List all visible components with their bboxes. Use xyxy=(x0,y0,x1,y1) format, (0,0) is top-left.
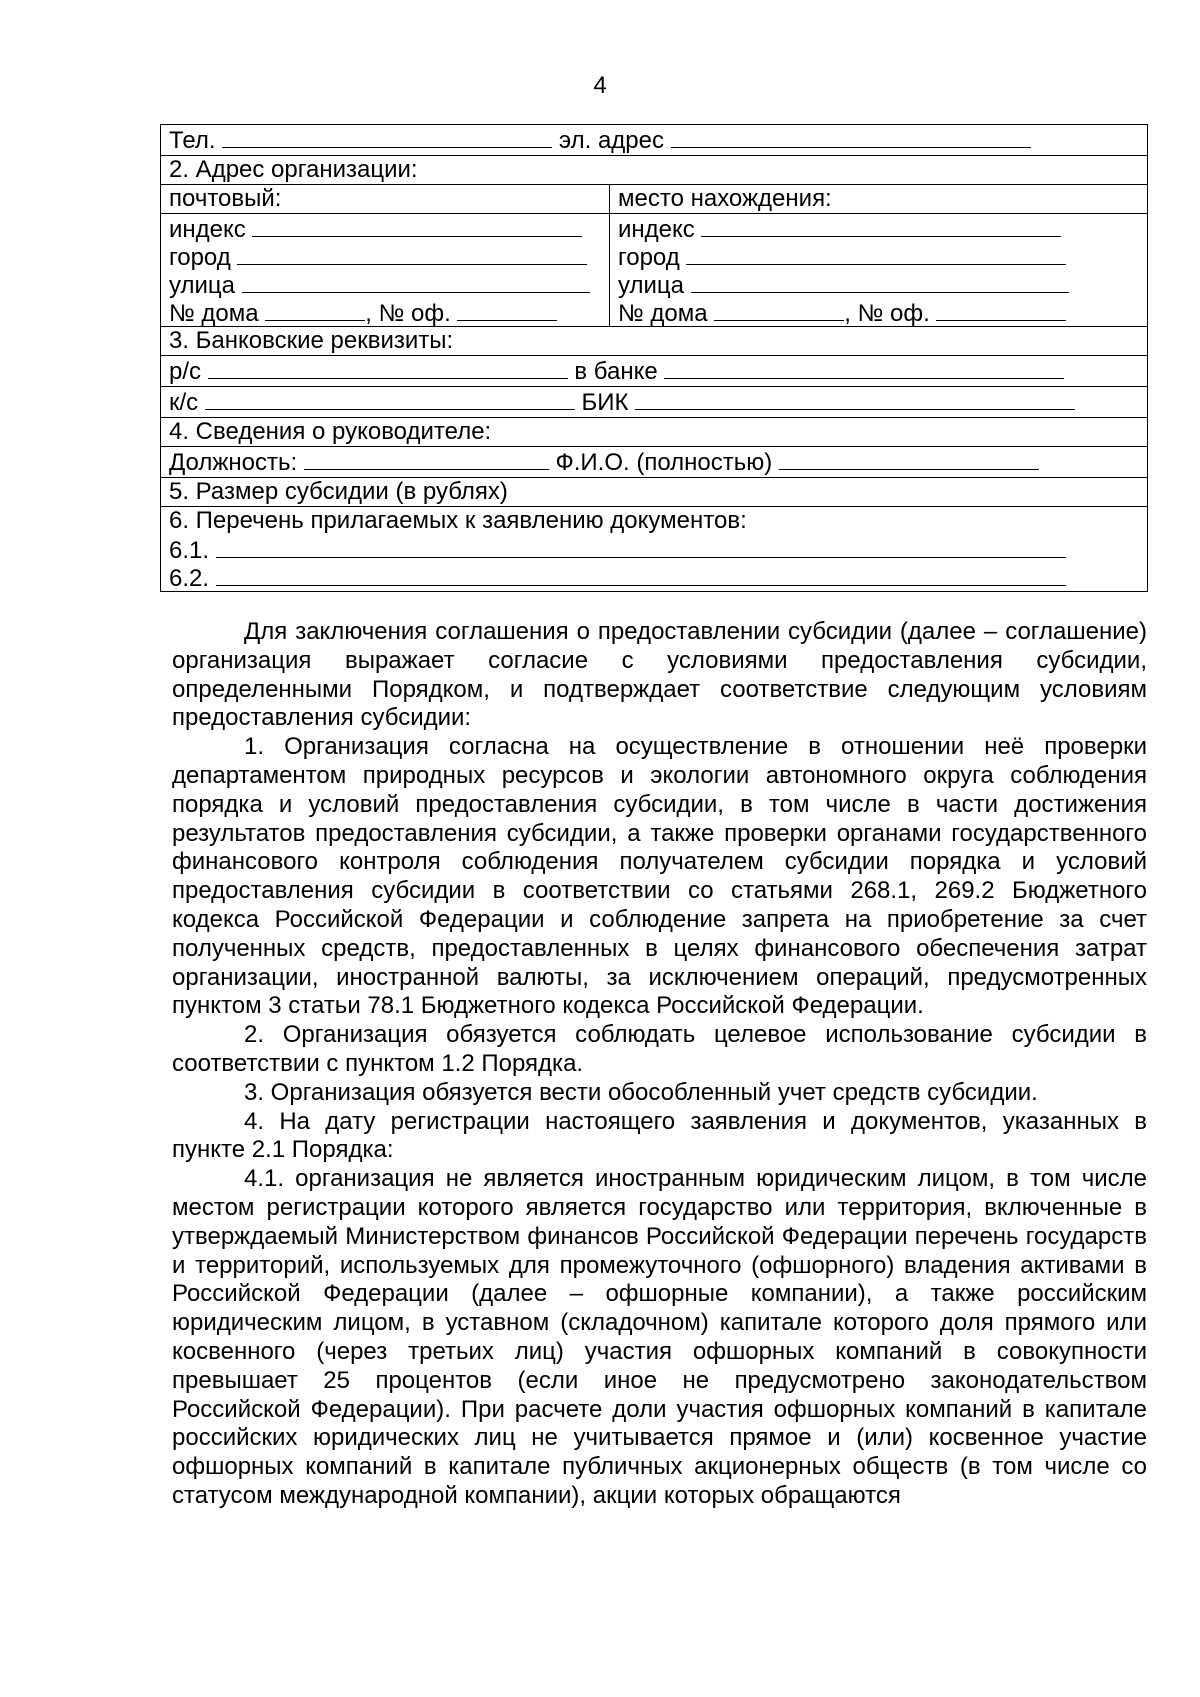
bank-label: в банке xyxy=(574,358,658,385)
location-office-field[interactable] xyxy=(936,298,1066,321)
rs-label: р/с xyxy=(169,358,202,385)
postal-house-field[interactable] xyxy=(265,298,365,321)
email-field[interactable] xyxy=(671,125,1031,148)
postal-office-field[interactable] xyxy=(457,298,557,321)
bik-field[interactable] xyxy=(635,387,1075,410)
postal-office-label: , № оф. xyxy=(365,300,451,326)
postal-house-label: № дома xyxy=(169,300,259,326)
section-head-title: 4. Сведения о руководителе: xyxy=(161,418,1148,447)
ks-field[interactable] xyxy=(205,387,575,410)
location-street-label: улица xyxy=(618,272,684,298)
location-office-label: , № оф. xyxy=(844,300,930,326)
doc1-label: 6.1. xyxy=(169,537,210,563)
tel-field[interactable] xyxy=(222,125,552,148)
location-city-label: город xyxy=(618,244,680,270)
position-field[interactable] xyxy=(304,447,549,470)
postal-index-label: индекс xyxy=(169,216,246,242)
paragraph-1: 1. Организация согласна на осуществление в отношении неё проверки департаментом природных ресурсов и экологии автономного округа соблюдения порядка и условий предоставления субсидии, в том числе в части достижения результатов предоставления субсидии, а также проверки органами государственного финансового контроля соблюдения получателем субсидии порядка и условий предоставления субсидии в соответствии со статьями 268.1, 269.2 Бюджетного кодекса Российской Федерации и соблюдение запрета на приобретение за счет полученных средств, предоставленных в целях финансового обеспечения затрат организации, иностранной валюты, за исключением операций, предусмотренных пунктом 3 статьи 78.1 Бюджетного кодекса Российской Федерации. xyxy=(172,733,1147,1020)
contact-row xyxy=(161,125,1148,156)
postal-street-field[interactable] xyxy=(242,270,590,293)
paragraph-4-1: 4.1. организация не является иностранным юридическим лицом, в том числе местом регистрации которого является государство или территория, включенные в утверждаемый Министерством финансов Российской Федерации перечень государств и территорий, используемых для промежуточного (офшорного) владения активами в Российской Федерации (далее – офшорные компании), а также российским юридическим лицом, в уставном (складочном) капитале которого доля прямого или косвенного (через третьих лиц) участия офшорных компаний в совокупности превышает 25 процентов (если иное не предусмотрено законодательством Российской Федерации). При расчете доли участия офшорных компаний в капитале российских юридических лиц не учитывается прямое и (или) косвенное участие офшорных компаний в капитале публичных акционерных обществ (в том числе со статусом международной компании), акции которых обращаются xyxy=(172,1165,1147,1509)
paragraph-2: 2. Организация обязуется соблюдать целевое использование субсидии в соответствии с пунктом 1.2 Порядка. xyxy=(172,1021,1147,1077)
section-subsidy-title: 5. Размер субсидии (в рублях) xyxy=(161,478,1148,507)
fio-field[interactable] xyxy=(779,447,1039,470)
section-documents-title: 6. Перечень прилагаемых к заявлению документов: xyxy=(169,507,747,534)
page-number: 4 xyxy=(593,72,607,99)
tel-label: Тел. xyxy=(169,127,216,154)
location-house-label: № дома xyxy=(618,300,708,326)
postal-city-field[interactable] xyxy=(237,242,587,265)
location-index-label: индекс xyxy=(618,216,695,242)
postal-header: почтовый: xyxy=(161,185,610,214)
doc2-field[interactable] xyxy=(216,563,1066,586)
doc1-field[interactable] xyxy=(216,535,1066,558)
position-row xyxy=(161,447,1148,478)
location-index-field[interactable] xyxy=(701,214,1061,237)
documents-block xyxy=(161,507,1148,592)
paragraph-intro: Для заключения соглашения о предоставлении субсидии (далее – соглашение) организация выражает согласие с условиями предоставления субсидии, определенными Порядком, и подтверждает соответствие следующим условиям предоставления субсидии: xyxy=(172,618,1147,732)
ks-row xyxy=(161,387,1148,418)
paragraph-3: 3. Организация обязуется вести обособленный учет средств субсидии. xyxy=(244,1078,1038,1106)
location-city-field[interactable] xyxy=(686,242,1066,265)
paragraph-4: 4. На дату регистрации настоящего заявления и документов, указанных в пункте 2.1 Порядка: xyxy=(172,1107,1147,1164)
section-address-title: 2. Адрес организации: xyxy=(161,156,1148,185)
location-address-block xyxy=(610,214,1148,327)
bik-label: БИК xyxy=(581,389,629,416)
postal-address-block xyxy=(161,214,610,327)
doc2-label: 6.2. xyxy=(169,565,210,591)
postal-city-label: город xyxy=(169,244,231,270)
location-street-field[interactable] xyxy=(691,270,1069,293)
rs-row xyxy=(161,356,1148,387)
position-label: Должность: xyxy=(169,449,298,476)
email-label: эл. адрес xyxy=(558,127,664,154)
postal-index-field[interactable] xyxy=(252,214,582,237)
body-text xyxy=(172,618,1147,1511)
section-bank-title: 3. Банковские реквизиты: xyxy=(161,327,1148,356)
ks-label: к/с xyxy=(169,389,199,416)
location-house-field[interactable] xyxy=(714,298,844,321)
application-form-table xyxy=(160,124,1148,592)
fio-label: Ф.И.О. (полностью) xyxy=(555,449,773,476)
location-header: место нахождения: xyxy=(610,185,1148,214)
rs-field[interactable] xyxy=(208,356,568,379)
postal-street-label: улица xyxy=(169,272,235,298)
bank-field[interactable] xyxy=(664,356,1064,379)
